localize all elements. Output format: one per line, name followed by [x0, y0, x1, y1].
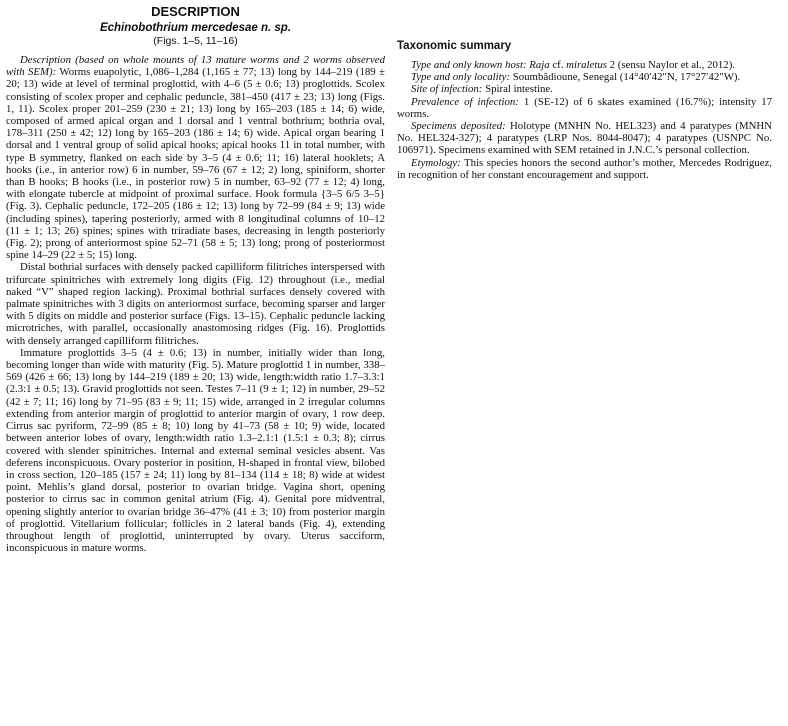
- description-paragraph-2: Distal bothrial surfaces with densely packed capilliform filitriches interspersed with trifurcate spinitriches with extremely long digits (Fig. 12) throughout (i.e., medial naked “V” shaped region lacking). Proximal bothrial surfaces densely covered with palmate spinitriches with 3 digits on anteriormost surface, becoming sparser and larger with 5 digits on middle and posterior surface (Figs. 13–15). Cephalic peduncle lacking microtriches, with parallel, occasionally anastomosing ridges (Fig. 16). Proglottids with densely arranged capilliform filitriches.: [6, 261, 385, 347]
- description-paragraph-1: [6, 54, 385, 261]
- site-of-infection: [397, 83, 772, 95]
- figure-reference: (Figs. 1–5, 11–16): [153, 35, 238, 47]
- type-locality: [397, 71, 772, 83]
- species-name: Echinobothrium mercedesae n. sp.: [99, 22, 292, 34]
- etymology: [397, 157, 772, 181]
- taxonomic-summary-column: [397, 40, 772, 181]
- prevalence-label: Prevalence of infection:: [411, 95, 519, 108]
- specimens-label: Specimens deposited:: [411, 120, 506, 133]
- description-heading: DESCRIPTION: [151, 4, 240, 19]
- site-label: Site of infection:: [411, 83, 483, 96]
- etymology-text: This species honors the second author’s mother, Mercedes Rodriguez, in recognition of her constant encouragement and support.: [397, 156, 772, 181]
- description-column: [6, 4, 385, 554]
- description-intro: Description (based on whole mounts of 13 mature worms and 2 worms observed with SEM):: [6, 54, 385, 79]
- description-paragraph-3: Immature proglottids 3–5 (4 ± 0.6; 13) in number, initially wider than long, becoming longer than wide with maturity (Fig. 5). Mature proglottid 1 in number, 338–569 (426 ± 66; 13) long by 144–219 (189 ± 20; 13) wide, length:width ratio 1.7–3.3:1 (2.3:1 ± 0.5; 13). Gravid proglottids not seen. Testes 7–11 (9 ± 1; 12) in number, 29–52 (42 ± 7; 11; 16) long by 71–95 (83 ± 9; 11; 15) wide, arranged in 2 irregular columns extending from anterior margin of proglottid to anterior margin of ovary, 1 row deep. Cirrus sac pyriform, 72–99 (85 ± 8; 10) long by 41–73 (58 ± 10; 9) wide, located between anterior lobes of ovary, length:width ratio 1.3–2.1:1 (1.5:1 ± 0.3; 8); cirrus covered with slender spinitriches. Internal and external seminal vesicles absent. Vas deferens inconspicuous. Ovary posterior in position, H-shaped in frontal view, bilobed in cross section, 120–185 (157 ± 24; 11) long by 81–134 (114 ± 18; 8) wide at widest point. Mehlis’s gland dorsal, posterior to ovarian bridge. Vagina short, opening posterior to cirrus sac in common genital atrium (Fig. 4). Genital pore midventral, opening slightly anterior to ovarian bridge 36–47% (41 ± 3; 10) from posterior margin of proglottid. Vitellarium follicular; follicles in 2 lateral bands (Fig. 4), extending throughout length of proglottid, uninterrupted by ovary. Uterus sacciform, inconspicuous in mature worms.: [6, 346, 385, 555]
- etymology-label: Etymology:: [411, 156, 461, 169]
- taxonomic-summary-heading: Taxonomic summary: [397, 40, 512, 52]
- host-cf: cf.: [549, 59, 567, 71]
- specimens-text: Holotype (MNHN No. HEL323) and 4 paratypes (MNHN No. HEL324-327); 4 paratypes (LRP Nos. 8044-8047); 4 paratypes (USNPC No. 106971). Specimens examined with SEM retained in J.N.C.’s personal collection.: [397, 120, 772, 157]
- site-text: Spiral intestine.: [482, 83, 553, 96]
- type-host: [397, 59, 772, 71]
- description-body: Worms euapolytic, 1,086–1,284 (1,165 ± 77; 13) long by 144–219 (189 ± 20; 13) wide at level of terminal proglottid, with 4–6 (5 ± 0.6; 13) proglottids. Scolex consisting of scolex proper and cephalic peduncle, 381–450 (417 ± 23; 13) long (Figs. 1, 11). Scolex proper 201–259 (230 ± 21; 13) long by 165–203 (185 ± 14; 6) wide, composed of armed apical organ and 1 dorsal and 1 ventral bothrium; bothria oval, 178–311 (250 ± 42; 12) long by 165–203 (186 ± 14; 6) wide. Apical organ bearing 1 dorsal and 1 ventral group of solid apical hooks; apical hooks 11 in total number, with type B symmetry, flanked on each side by 3–5 (4 ± 0.6; 11; 16) lateral hooklets; A hooks (i.e., in anterior row) 6 in number, 59–76 (67 ± 12; 2) long, spiniform, shorter than B hooks; B hooks (i.e., in posterior row) 5 in number, 63–92 (77 ± 12; 4) long, with elongate tubercle at midpoint of proximal surface. Hook formula {3–5 6/5 3–5} (Fig. 3). Cephalic peduncle, 172–205 (186 ± 12; 13) long by 72–99 (84 ± 9; 13) wide (including spines), tapering posteriorly, armed with 8 longitudinal columns of 10–12 (11 ± 1; 13; 26) spines; spines with triradiate bases, decreasing in length posteriorly (Fig. 2); prong of anteriormost spine 52–71 (58 ± 5; 13) long; prong of posteriormost spine 14–29 (22 ± 5; 15) long.: [6, 66, 385, 262]
- type-locality-label: Type and only locality:: [411, 71, 511, 84]
- host-species: miraletus: [566, 59, 607, 71]
- prevalence-text: 1 (SE-12) of 6 skates examined (16.7%); intensity 17 worms.: [397, 95, 773, 120]
- specimens-deposited: [397, 120, 772, 157]
- type-host-label: Type and only known host:: [411, 59, 527, 71]
- prevalence: [397, 96, 772, 120]
- host-rest: 2 (sensu Naylor et al., 2012).: [606, 59, 735, 71]
- host-genus: Raja: [526, 59, 550, 71]
- type-locality-text: Soumbâdioune, Senegal (14°40′42″N, 17°27′42″W).: [510, 71, 741, 84]
